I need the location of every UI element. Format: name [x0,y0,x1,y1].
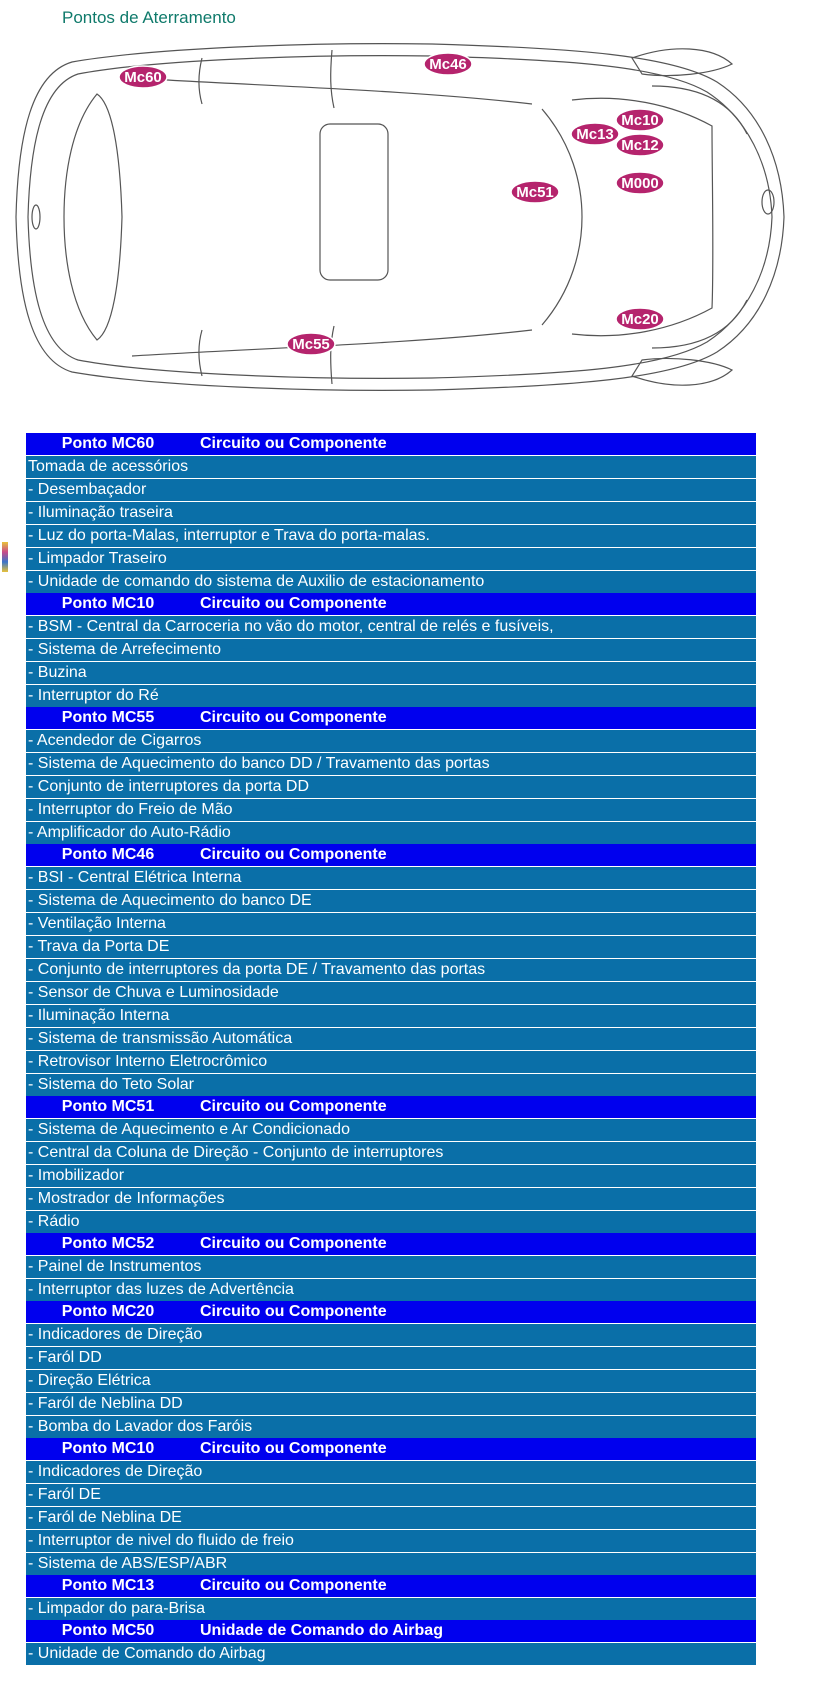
component-item: - Interruptor do Freio de Mão [26,799,756,822]
section-header-row [26,1575,756,1598]
table-row [26,548,756,571]
component-item: - Acendedor de Cigarros [26,730,756,753]
table-row [26,1484,756,1507]
table-row [26,502,756,525]
column-label: Circuito ou Componente [190,433,756,456]
table-row [26,616,756,639]
component-item: - Desembaçador [26,479,756,502]
marker-label: Mc12 [621,137,659,154]
marker-label: M000 [621,175,659,192]
section-header-row [26,1301,756,1324]
column-label: Circuito ou Componente [190,1096,756,1119]
column-label: Circuito ou Componente [190,1233,756,1256]
table-row [26,1416,756,1439]
marker-label: Mc55 [292,336,330,353]
table-row [26,1279,756,1302]
component-item: - Indicadores de Direção [26,1461,756,1484]
section-header-row [26,433,756,456]
car-outline [16,44,784,391]
component-item: - Interruptor de nivel do fluido de freio [26,1530,756,1553]
section-header-row [26,1096,756,1119]
ground-point-name: Ponto MC52 [26,1233,190,1256]
table-row [26,571,756,594]
component-item: - Rádio [26,1211,756,1234]
component-item: - Sensor de Chuva e Luminosidade [26,982,756,1005]
table-row [26,1347,756,1370]
table-row [26,662,756,685]
table-row [26,867,756,890]
component-item: - Conjunto de interruptores da porta DE / Travamento das portas [26,959,756,982]
component-item: - Ventilação Interna [26,913,756,936]
table-row [26,1142,756,1165]
table-row [26,913,756,936]
marker-mc46 [424,53,472,75]
table-row [26,822,756,845]
side-decoration-icon [2,542,8,572]
component-item: - Interruptor das luzes de Advertência [26,1279,756,1302]
component-item: - Sistema de transmissão Automática [26,1028,756,1051]
component-item: - Sistema de Aquecimento do banco DD / Travamento das portas [26,753,756,776]
table-row [26,1370,756,1393]
section-header-row [26,707,756,730]
component-item: - Trava da Porta DE [26,936,756,959]
ground-point-name: Ponto MC10 [26,593,190,616]
ground-point-name: Ponto MC20 [26,1301,190,1324]
marker-label: Mc51 [516,184,554,201]
component-item: - Luz do porta-Malas, interruptor e Trava do porta-malas. [26,525,756,548]
component-item: - Direção Elétrica [26,1370,756,1393]
section-header-row [26,1233,756,1256]
component-item: - Faról de Neblina DE [26,1507,756,1530]
table-row [26,1643,756,1666]
component-item: - Faról DD [26,1347,756,1370]
component-item: - Sistema do Teto Solar [26,1074,756,1097]
table-row [26,753,756,776]
marker-m000 [616,172,664,194]
table-row [26,1005,756,1028]
component-item: - Buzina [26,662,756,685]
marker-mc55 [287,333,335,355]
column-label: Circuito ou Componente [190,1575,756,1598]
table-row [26,1028,756,1051]
section-header-row [26,593,756,616]
component-item: - Sistema de Aquecimento do banco DE [26,890,756,913]
table-row [26,1188,756,1211]
component-item: - Sistema de ABS/ESP/ABR [26,1553,756,1576]
ground-point-name: Ponto MC13 [26,1575,190,1598]
component-item: - Indicadores de Direção [26,1324,756,1347]
table-row [26,1507,756,1530]
table-row [26,685,756,708]
ground-point-name: Ponto MC50 [26,1620,190,1643]
marker-label: Mc13 [576,126,614,143]
table-row [26,1051,756,1074]
column-label: Circuito ou Componente [190,844,756,867]
table-row [26,1165,756,1188]
marker-label: Mc46 [429,56,467,73]
component-item: - Faról de Neblina DD [26,1393,756,1416]
page-title: Pontos de Aterramento [62,8,236,27]
column-label: Circuito ou Componente [190,1438,756,1461]
component-item: - BSI - Central Elétrica Interna [26,867,756,890]
component-item: - Imobilizador [26,1165,756,1188]
table-row [26,479,756,502]
table-row [26,890,756,913]
table-row [26,1256,756,1279]
marker-label: Mc60 [124,69,162,86]
marker-label: Mc10 [621,112,659,129]
component-item: - Limpador do para-Brisa [26,1598,756,1621]
ground-point-name: Ponto MC60 [26,433,190,456]
table-row [26,936,756,959]
table-row [26,1074,756,1097]
component-item: - Sistema de Aquecimento e Ar Condicionado [26,1119,756,1142]
section-header-row [26,1438,756,1461]
component-item: - Conjunto de interruptores da porta DD [26,776,756,799]
table-row [26,1393,756,1416]
table-row [26,776,756,799]
section-header-row [26,844,756,867]
column-label: Unidade de Comando do Airbag [190,1620,756,1643]
ground-point-name: Ponto MC10 [26,1438,190,1461]
marker-mc13 [571,123,619,145]
component-item: Tomada de acessórios [26,456,756,479]
table-row [26,982,756,1005]
table-row [26,525,756,548]
table-row [26,1324,756,1347]
marker-mc20 [616,308,664,330]
table-row [26,730,756,753]
column-label: Circuito ou Componente [190,1301,756,1324]
component-item: - BSM - Central da Carroceria no vão do motor, central de relés e fusíveis, [26,616,756,639]
marker-mc60 [119,66,167,88]
component-item: - Mostrador de Informações [26,1188,756,1211]
component-item: - Bomba do Lavador dos Faróis [26,1416,756,1439]
ground-point-name: Ponto MC46 [26,844,190,867]
table-row [26,1211,756,1234]
component-item: - Retrovisor Interno Eletrocrômico [26,1051,756,1074]
table-row [26,799,756,822]
component-item: - Limpador Traseiro [26,548,756,571]
ground-point-name: Ponto MC51 [26,1096,190,1119]
component-item: - Sistema de Arrefecimento [26,639,756,662]
table-row [26,639,756,662]
table-row [26,1598,756,1621]
component-item: - Faról DE [26,1484,756,1507]
ground-point-name: Ponto MC55 [26,707,190,730]
table-row [26,1461,756,1484]
column-label: Circuito ou Componente [190,707,756,730]
table-row [26,959,756,982]
column-label: Circuito ou Componente [190,593,756,616]
component-item: - Interruptor do Ré [26,685,756,708]
table-row [26,456,756,479]
section-header-row [26,1620,756,1643]
component-item: - Iluminação traseira [26,502,756,525]
marker-label: Mc20 [621,311,659,328]
component-item: - Unidade de Comando do Airbag [26,1643,756,1666]
table-row [26,1553,756,1576]
marker-mc10 [616,109,664,131]
table-row [26,1119,756,1142]
ground-points-table [26,433,756,1665]
component-item: - Unidade de comando do sistema de Auxilio de estacionamento [26,571,756,594]
car-top-view-diagram [12,34,792,400]
component-item: - Iluminação Interna [26,1005,756,1028]
component-item: - Painel de Instrumentos [26,1256,756,1279]
marker-mc51 [511,181,559,203]
marker-mc12 [616,134,664,156]
component-item: - Central da Coluna de Direção - Conjunto de interruptores [26,1142,756,1165]
table-row [26,1530,756,1553]
component-item: - Amplificador do Auto-Rádio [26,822,756,845]
